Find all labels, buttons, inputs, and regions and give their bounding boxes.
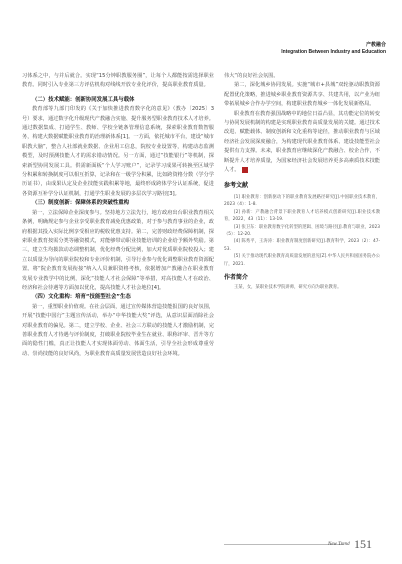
section-2-paragraph: 教育部等九部门印发的《关于加快推进教育数字化的意见》（教办〔2025〕3号）要求，通过数字化升级现代产教融合实施、提升服务型职业教育技术人才培养。通过数据集成、打通学生、教师、学校全链条管理信息系统，探索职业教育数智服务，构建大数据赋能职业教育的治理新体系[1]。一方面，依托城市平台，建设“城市职教大脑”，整合人社部就业数据、企业用工信息，院校专业设置等，构建动态监测模型，及时预测技能人才的需求错动情况。另一方面，通过“技能银行”等机制，探索新型协同发展工具。供需新面板“个人学习账户”，记录学习成果可转换至区域学分积累和转换制度可以相互折算，记录和在一级学分积累，比如跨资格分数（学分学历证书），由成果认定及企业技能实践积累等地，最终形成跨体学分认证系统，促进各资源互补学分认证机制，打通学生职业发展的多层次学习路径[3]。 [22,106,214,197]
section-3-paragraph: 第一，立法保障企业深度参与。坚持地方立法先行，地方政府出台职业教育相关条例，明确规定参与企业享受职业教育减免优惠政策，对于参与教育事业的企业，政府根据其投入实际比例享受相应的税收优惠支持。第二，完善财政经费保障机制，探索职业教育按需分类等融资模式，对能够带动职业技能培训的企业给予额外奖励。第三，建立生均拨款动态调整机制，优化经费分配比例，加大对优质职业院校投入；建立以质量为导向的职业院校和专业评价机制，引导行业参与优化调整职业教育资源配置。将“院企教育发展衔接”纳入人员兼职资格考核，依据增加产教融合在职业教育发展专业教学中的比例，深化“技能人才社会保障”等举措，对高技能人才在政治、经济和社会待遇等方面加以优化，提高技能人才社会地位[4]。 [22,209,214,291]
right-column [224,72,380,292]
reference-item: [3] 张卫东：职业教育数字化转型的逻辑、困境与路径[J].教育与职业，2023（5）：12-20. [224,224,380,237]
footer-rule [224,544,344,545]
page-footer [0,535,402,557]
page-number: 151 [354,537,372,551]
conclusion-paragraph [224,110,380,176]
section-4-paragraph: 第一，重塑职业价值观。在社会层面，通过宣传媒体营造技能报国的良好氛围，开展“技能中国行”主题宣传活动，举办“中华技能大奖”评选，从意识层面消除社会对职业教育的偏见。第二，建立学校、企业、社会三方联动的技能人才激励机制，完善职业教育人才待遇与评价制度，打破职业院校毕业生在就业、职称评审、晋升等方面的隐性门槛，真正让技能人才实现体面劳动、体面生活，引导全社会形成尊重劳动、崇尚技能的良好风尚，为职业教育高质量发展营造良好社会环境。 [22,303,214,357]
right-paragraph-2: 第二，深化城乡协同发展。实施“城市+县城”双轮驱动职教资源配置优化策略，推进城乡职业教育资源共享、共建共用，以产业为纽带拓展城乡合作办学空间，构建职业教育城乡一体化发展新格局。 [224,82,380,108]
magazine-name: New Trend [328,542,350,547]
left-column [22,72,214,359]
right-paragraph-1: 伟大“的良好社会氛围。 [224,73,279,79]
references-heading: 参考文献 [224,182,249,190]
reference-item: [5] 关于推动现代职业教育高质量发展的意见[Z].中华人民共和国国务院办公厅，2021. [224,254,380,267]
conclusion-text: 职业教育在教育强国战略中的地位日益凸显，其功能定位的转变与协同发展机制的构建是实现职业教育高质量发展的关键。通过技术改进、赋能载体、制度创新和文化重构等途径，推动职业教育与区域经济社会发展深度融合，为构建现代职业教育体系、建设技能型社会提供有力支撑。未来，职业教育应继续深化产教融合、校企合作，不断提升人才培养质量，为国家经济社会发展培养更多高素质技术技能人才。 [224,110,380,174]
reference-item: [4] 陈秀平，王涛涛：职业教育制度创新研究[J].教育科学，2023（2）：47-53. [224,239,380,252]
section-3-title: （三）制度创新：保障体系的突破性重构 [32,200,130,207]
section-2-title: （二）技术赋能：创新协同发展工具与载体 [32,96,135,103]
section-4-title: （四）文化重构：培育“技能型社会”生态 [32,294,131,301]
header-title-en: Integration Between Industry and Education [281,49,386,55]
reference-item: [2] 孙新：产教融合背景下职业教育人才培养模式创新研究[J].职业技术教育，2022，43（11）：13-19. [224,209,380,223]
author-heading: 作者简介 [224,273,249,281]
author-bio: 王某，女，某职业技术学院讲师，研究方向为职业教育。 [234,285,342,291]
end-mark-icon [242,167,248,173]
intro-paragraph: 习体系之中，与并后就合。实现“15分钟职教服务圈”，让每个人都能按需选择职业教育。同时引入专业第三方评估机构对线线开放专业化评价，提高职业教育质量。 [22,73,214,89]
header-title-cn: 产教融合 [365,42,386,48]
page-header [281,42,386,56]
reference-item: [1] 职业教育：创新驱动下的职业教育发展路径研究[J].中国职业技术教育，2023（4）：1-8. [224,194,380,208]
